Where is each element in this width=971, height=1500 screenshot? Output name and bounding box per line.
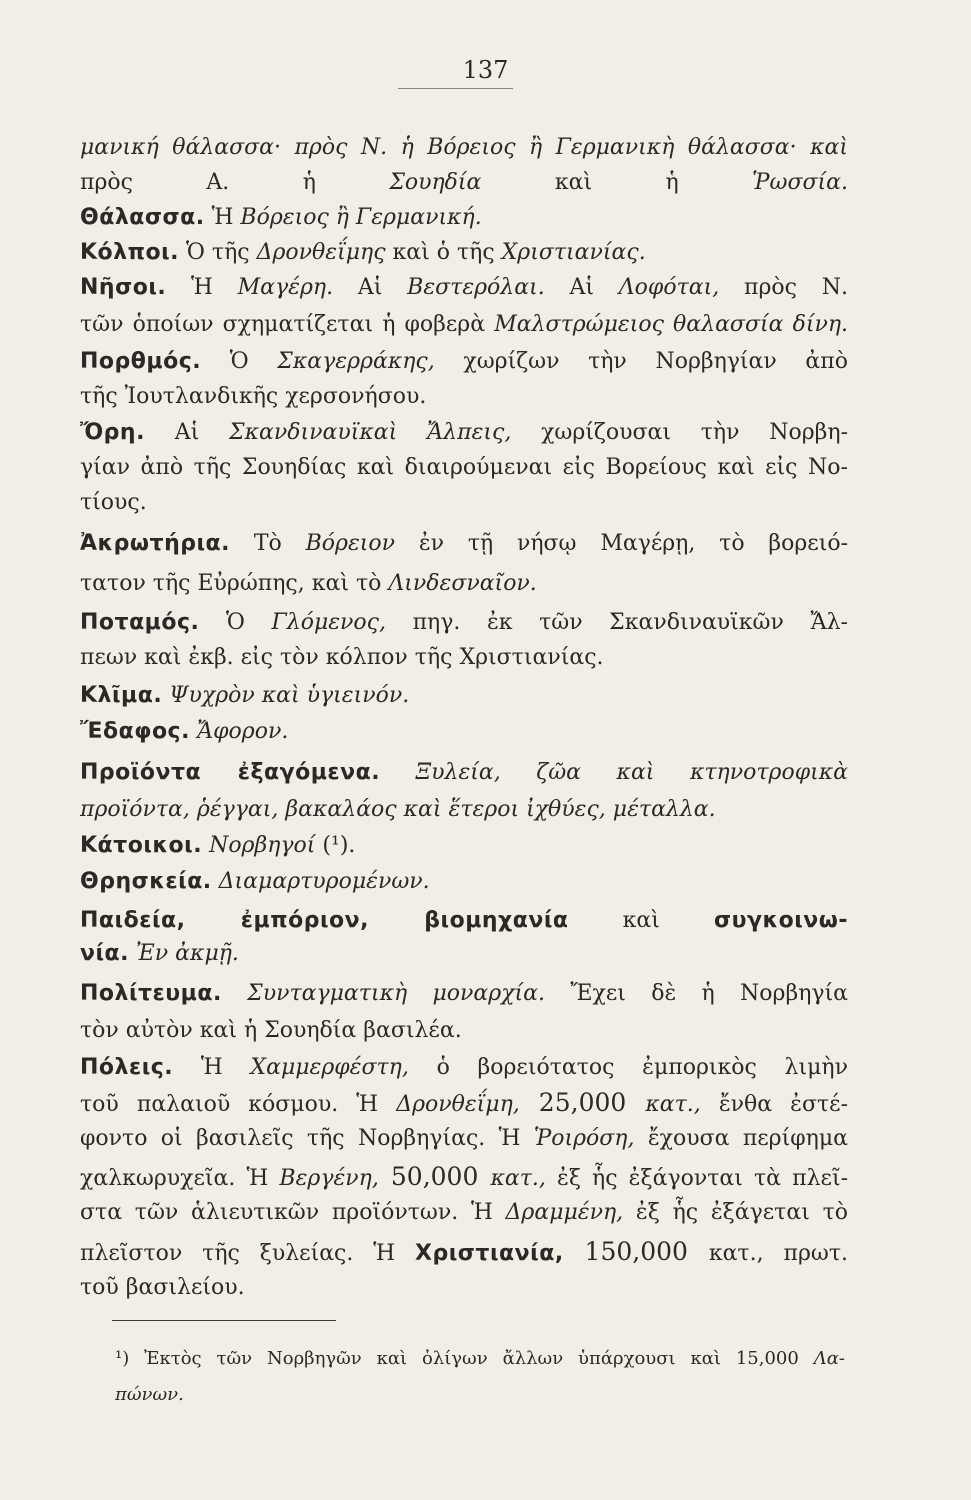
text-run: στα τῶν ἁλιευτικῶν προϊόντων. Ἡ — [80, 1200, 506, 1225]
section-heading: Προϊόντα ἐξαγόμενα. — [80, 760, 381, 785]
footnote-line — [115, 1346, 845, 1372]
footnote-line — [115, 1382, 845, 1408]
text-run: χαλκωρυχεῖα. Ἡ — [80, 1166, 280, 1191]
text-run: Ῥωσσία. — [752, 170, 848, 195]
text-run: καὶ ὁ τῆς — [385, 240, 502, 265]
body-line — [80, 608, 848, 638]
section-heading: Πολίτευμα. — [80, 981, 222, 1006]
text-run: τὸν αὐτὸν καὶ ἡ Σουηδία βασιλέα. — [80, 1018, 462, 1043]
text-run: ἔνθα ἐστέ- — [700, 1092, 849, 1117]
text-run: Λινδεσναῖον. — [388, 571, 537, 596]
text-run: μανική θάλασσα· πρὸς Ν. ἡ Βόρειος ἢ Γερμανικὴ θάλασσα· καὶ — [80, 135, 848, 160]
text-run: ¹) Ἐκτὸς τῶν Νορβηγῶν καὶ ὀλίγων ἄλλων ὑπάρχουσι καὶ 15,000 — [115, 1348, 814, 1369]
body-line — [80, 529, 848, 559]
text-run: Βόρειος ἢ Γερμανική. — [240, 205, 482, 230]
body-line — [80, 1016, 848, 1046]
section-heading: Χριστιανία, — [415, 1241, 564, 1266]
text-run: Νορβηγοί — [209, 833, 316, 858]
text-run: Ἔχει δὲ ἡ Νορβηγία — [545, 981, 849, 1006]
text-run: Ὁ — [201, 349, 278, 374]
body-line — [80, 1237, 848, 1269]
text-run — [129, 941, 136, 966]
body-line — [80, 1124, 848, 1154]
text-run: Ὁ τῆς — [179, 240, 257, 265]
text-run: Ξυλεία, ζῶα καὶ κτηνοτροφικὰ — [415, 760, 849, 785]
body-line — [80, 681, 848, 711]
text-run: Ἄφορον. — [196, 719, 289, 744]
body-line — [80, 1053, 848, 1083]
text-run: Ἡ — [173, 1055, 251, 1080]
section-heading: Ὄρη. — [80, 420, 145, 445]
section-heading: συγκοινω- — [713, 908, 848, 933]
section-heading: Ποταμός. — [80, 610, 200, 635]
text-run: κατ., — [490, 1166, 546, 1191]
body-line — [80, 238, 848, 268]
text-run: τοῦ βασιλείου. — [80, 1275, 245, 1300]
text-run — [222, 981, 247, 1006]
body-line — [80, 168, 848, 198]
section-heading: Θάλασσα. — [80, 205, 205, 230]
text-run: Διαμαρτυρομένων. — [218, 869, 430, 894]
text-run: Χριστιανίας. — [501, 240, 646, 265]
text-run: κατ., — [645, 1092, 701, 1117]
text-run: τοῦ παλαιοῦ κόσμου. Ἡ — [80, 1092, 397, 1117]
section-heading: νία. — [80, 941, 130, 966]
text-run — [380, 760, 416, 785]
text-run: ἔχουσα περίφημα — [634, 1126, 848, 1151]
body-line — [80, 569, 848, 599]
text-run: Δραμμένη, — [505, 1200, 624, 1225]
text-run: Βόρειον — [305, 531, 395, 556]
text-run: Αἱ — [144, 420, 230, 445]
text-run: Τὸ — [230, 531, 306, 556]
text-run: καὶ — [568, 908, 714, 933]
text-run: τῶν ὁποίων σχηματίζεται ἡ φοβερὰ — [80, 312, 495, 337]
body-line — [80, 867, 848, 897]
text-run: Ὁ — [199, 610, 272, 635]
text-run: Χαμμερφέστη, — [250, 1055, 409, 1080]
text-run: τίους. — [80, 490, 147, 515]
text-run: πεων καὶ ἐκβ. εἰς τὸν κόλπον τῆς Χριστιανίας. — [80, 645, 604, 670]
body-line — [80, 1273, 848, 1303]
text-run: Δρονθεΐμης — [256, 240, 386, 265]
body-line — [80, 717, 848, 747]
text-run: Βεστερόλαι. — [407, 275, 545, 300]
text-run: ἐν τῇ νήσῳ Μαγέρῃ, τὸ βορειό- — [395, 531, 848, 556]
text-run: Συνταγματικὴ μοναρχία. — [247, 981, 546, 1006]
text-run: 150,000 — [563, 1237, 709, 1266]
body-line — [80, 488, 848, 518]
text-run: Μαλστρώμειος θαλασσία δίνη. — [494, 312, 848, 337]
text-run: καὶ ἡ — [481, 170, 753, 195]
body-line — [80, 382, 848, 412]
text-run: πώνων. — [115, 1384, 184, 1405]
text-run — [190, 719, 197, 744]
text-run: τῆς Ἰουτλανδικῆς χερσονήσου. — [80, 384, 427, 409]
text-run: ὁ βορειότατος ἐμπορικὸς λιμὴν — [408, 1055, 848, 1080]
text-run: Ἡ — [204, 205, 241, 230]
section-heading: Ἀκρωτήρια. — [80, 531, 231, 556]
body-line — [80, 1162, 848, 1194]
text-run: φοντο οἱ βασιλεῖς τῆς Νορβηγίας. Ἡ — [80, 1126, 534, 1151]
body-line — [80, 1088, 848, 1120]
body-line — [80, 643, 848, 673]
text-run: Σουηδία — [389, 170, 482, 195]
body-line — [80, 906, 848, 936]
text-run: τατον τῆς Εὐρώπης, καὶ τὸ — [80, 571, 389, 596]
text-run: Ῥοιρόση, — [533, 1126, 635, 1151]
body-line — [80, 758, 848, 788]
body-line — [80, 347, 848, 377]
section-heading: Πορθμός. — [80, 349, 202, 374]
text-run: προϊόντα, ῥέγγαι, βακαλάος καὶ ἕτεροι ἰχθύες, μέταλλα. — [80, 797, 716, 822]
text-run: χωρίζων τὴν Νορβηγίαν ἀπὸ — [434, 349, 848, 374]
section-heading: Ἔδαφος. — [80, 719, 190, 744]
footnote-rule — [112, 1320, 336, 1321]
text-run: Λοφόται, — [618, 275, 720, 300]
section-heading: Κλῖμα. — [80, 683, 163, 708]
body-line — [80, 939, 848, 969]
page-number-rule — [398, 88, 513, 89]
text-run — [212, 869, 219, 894]
text-run: πλεῖστον τῆς ξυλείας. Ἡ — [80, 1241, 416, 1266]
text-run: πρὸς Ν. — [719, 275, 848, 300]
body-line — [80, 453, 848, 483]
body-line — [80, 418, 848, 448]
text-run: 50,000 — [378, 1162, 491, 1191]
text-run: πρὸς Α. ἡ — [80, 170, 390, 195]
text-run: Ἡ — [166, 275, 238, 300]
text-run: κατ., πρωτ. — [708, 1241, 848, 1266]
section-heading: Παιδεία, ἐμπόριον, βιομηχανία — [80, 908, 569, 933]
text-run: ἐξ ἧς ἐξάγεται τὸ — [623, 1200, 848, 1225]
text-run: Ἐν ἀκμῇ. — [136, 941, 239, 966]
body-line — [80, 133, 848, 163]
text-run: ἐξ ἧς ἐξάγονται τὰ πλεῖ- — [545, 1166, 849, 1191]
text-run: Αἱ — [333, 275, 408, 300]
section-heading: Κάτοικοι. — [80, 833, 203, 858]
text-run: πηγ. ἐκ τῶν Σκανδιναυϊκῶν Ἄλ- — [385, 610, 848, 635]
text-run: Αἱ — [544, 275, 619, 300]
text-run: Σκαγερράκης, — [277, 349, 435, 374]
text-run: Βεργένη, — [279, 1166, 379, 1191]
text-run: Λα- — [813, 1348, 845, 1369]
text-run: (¹). — [315, 833, 356, 858]
section-heading: Πόλεις. — [80, 1055, 174, 1080]
text-run — [202, 833, 209, 858]
section-heading: Θρησκεία. — [80, 869, 212, 894]
section-heading: Νῆσοι. — [80, 275, 167, 300]
section-heading: Κόλποι. — [80, 240, 180, 265]
body-line — [80, 203, 848, 233]
text-run: χωρίζουσαι τὴν Νορβη- — [511, 420, 849, 445]
body-line — [80, 795, 848, 825]
text-run: Σκανδιναυϊκαὶ Ἄλπεις, — [229, 420, 512, 445]
page-number: 137 — [462, 56, 509, 84]
text-run: 25,000 — [519, 1088, 646, 1117]
body-line — [80, 1198, 848, 1228]
body-line — [80, 273, 848, 303]
text-run: Δρονθεΐμη, — [396, 1092, 520, 1117]
text-run: Ψυχρὸν καὶ ὑγιεινόν. — [169, 683, 410, 708]
text-run: γίαν ἀπὸ τῆς Σουηδίας καὶ διαιρούμεναι εἰς Βορείους καὶ εἰς Νο- — [80, 455, 848, 480]
body-line — [80, 310, 848, 340]
text-run: Μαγέρη. — [237, 275, 334, 300]
text-run: Γλόμενος, — [271, 610, 386, 635]
body-line — [80, 831, 848, 861]
body-line — [80, 979, 848, 1009]
